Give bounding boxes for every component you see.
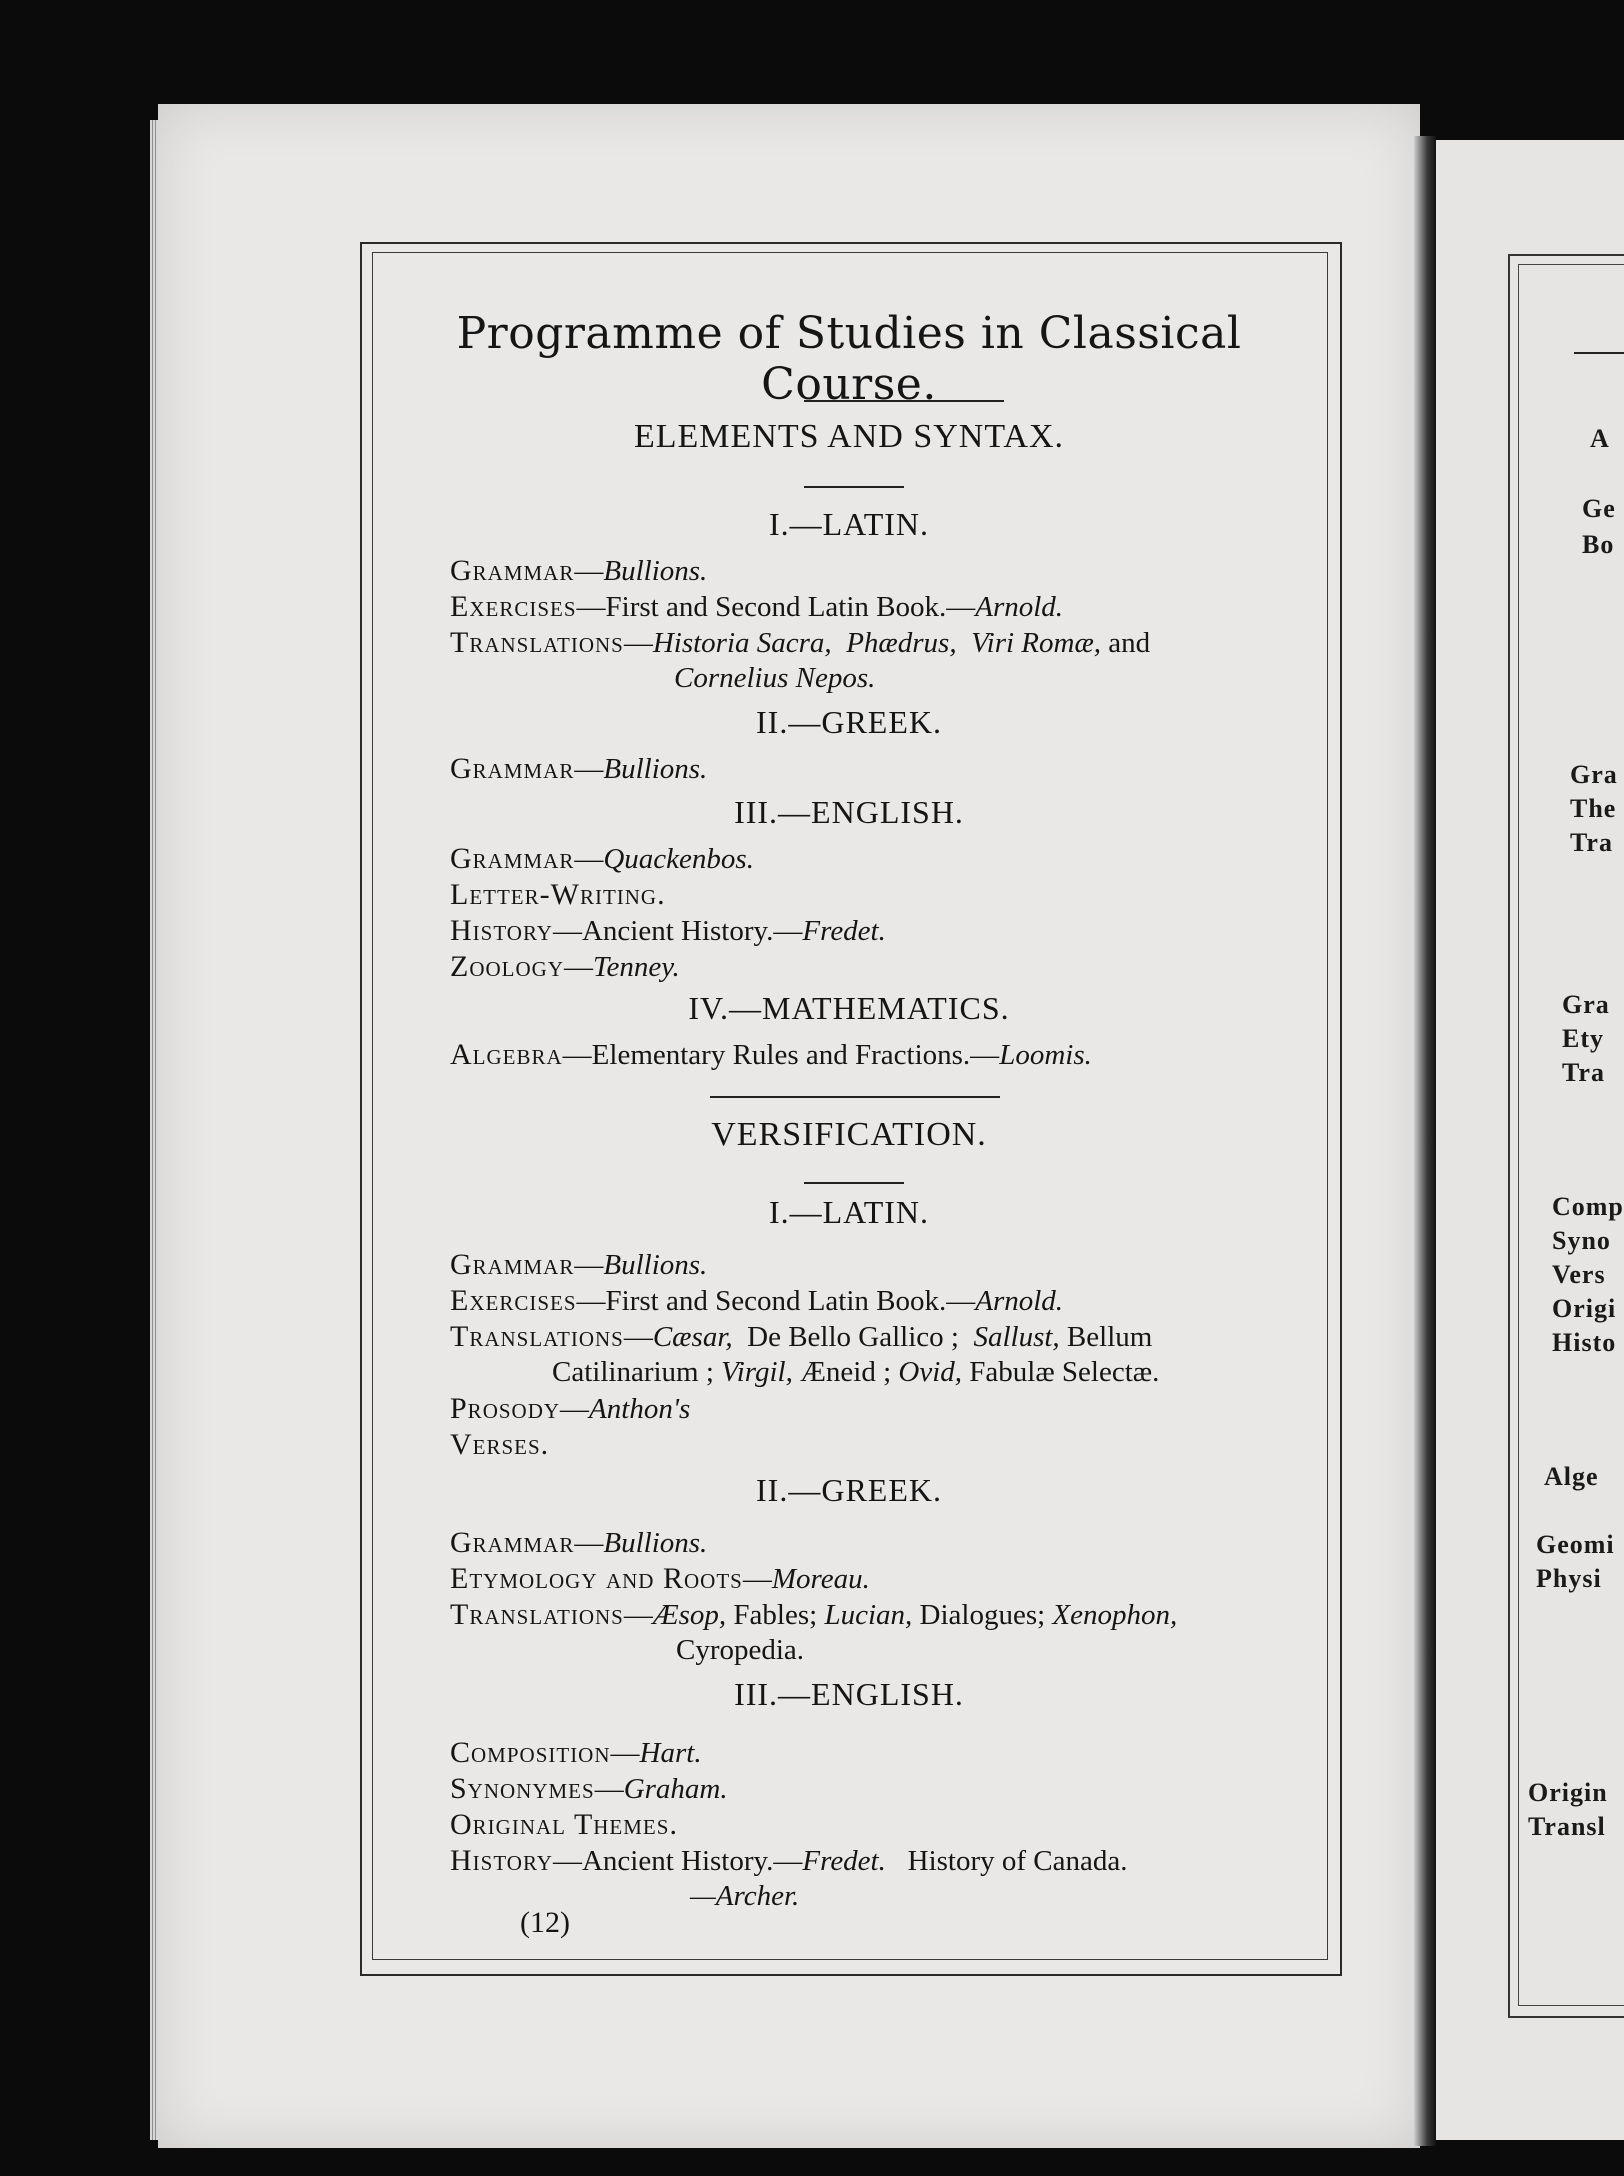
entry-letter-writing: Letter-Writing. — [450, 878, 666, 911]
right-fragment: A — [1590, 424, 1610, 453]
entry-history: History—Ancient History.—Fredet. History of Canada. — [450, 1844, 1128, 1877]
entry-translations-cont: Catilinarium ; Virgil, Æneid ; Ovid, Fabulæ Selectæ. — [552, 1356, 1160, 1388]
entry-translations-cont: Cyropedia. — [676, 1634, 805, 1666]
right-fragment: Origin — [1528, 1778, 1608, 1807]
subheading-english: III.—ENGLISH. — [734, 1676, 964, 1712]
entry-grammar: Grammar—Bullions. — [450, 1248, 708, 1281]
right-fragment: Gra — [1562, 990, 1610, 1019]
right-page-rule — [1574, 352, 1624, 354]
right-fragment: Comp — [1552, 1192, 1624, 1221]
entry-original-themes: Original Themes. — [450, 1808, 678, 1841]
entry-etymology: Etymology and Roots—Moreau. — [450, 1562, 870, 1595]
divider — [804, 400, 1004, 402]
right-fragment: Origi — [1552, 1294, 1617, 1323]
subheading-mathematics: IV.—MATHEMATICS. — [688, 990, 1010, 1026]
entry-grammar: Grammar—Bullions. — [450, 752, 708, 785]
divider — [804, 1182, 904, 1184]
entry-prosody: Prosody—Anthon's — [450, 1392, 691, 1425]
entry-synonymes: Synonymes—Graham. — [450, 1772, 728, 1805]
right-fragment: Tra — [1562, 1058, 1605, 1087]
section-heading-versification: VERSIFICATION. — [711, 1116, 987, 1153]
subheading-latin: I.—LATIN. — [768, 1194, 930, 1230]
entry-zoology: Zoology—Tenney. — [450, 950, 680, 983]
entry-translations: Translations—Historia Sacra, Phædrus, Viri Romæ, and — [450, 626, 1151, 659]
subheading-greek: II.—GREEK. — [756, 704, 942, 740]
divider — [804, 486, 904, 488]
right-fragment: Vers — [1552, 1260, 1606, 1289]
right-fragment: Tra — [1570, 828, 1613, 857]
entry-grammar: Grammar—Quackenbos. — [450, 842, 754, 875]
subheading-english: III.—ENGLISH. — [734, 794, 964, 830]
page-title: Programme of Studies in Classical Course. — [456, 308, 1242, 410]
right-fragment: Syno — [1552, 1226, 1611, 1255]
section-heading-elements: ELEMENTS AND SYNTAX. — [634, 418, 1064, 455]
entry-grammar: Grammar—Bullions. — [450, 1526, 708, 1559]
right-fragment: Geomi — [1536, 1530, 1615, 1559]
entry-composition: Composition—Hart. — [450, 1736, 702, 1769]
entry-exercises: Exercises—First and Second Latin Book.—Arnold. — [450, 1284, 1064, 1317]
entry-history-cont: —Archer. — [690, 1880, 800, 1912]
right-fragment: Ge — [1582, 494, 1616, 523]
right-fragment: The — [1570, 794, 1617, 823]
subheading-greek: II.—GREEK. — [756, 1472, 942, 1508]
book-gutter — [1414, 136, 1436, 2146]
right-fragment: Ety — [1562, 1024, 1604, 1053]
right-fragment: Bo — [1582, 530, 1615, 559]
entry-exercises: Exercises—First and Second Latin Book.—Arnold. — [450, 590, 1064, 623]
right-page-frame-inner — [1518, 264, 1624, 2006]
entry-verses: Verses. — [450, 1428, 550, 1461]
right-fragment: Physi — [1536, 1564, 1602, 1593]
page-number: (12) — [520, 1906, 570, 1939]
page-content — [376, 258, 1322, 1958]
entry-translations-cont: Cornelius Nepos. — [674, 662, 876, 694]
entry-translations: Translations—Æsop, Fables; Lucian, Dialogues; Xenophon, — [450, 1598, 1178, 1631]
right-fragment: Transl — [1528, 1812, 1606, 1841]
entry-history: History—Ancient History.—Fredet. — [450, 914, 886, 947]
divider — [710, 1096, 1000, 1098]
right-fragment: Alge — [1544, 1462, 1599, 1491]
right-fragment: Histo — [1552, 1328, 1617, 1357]
entry-translations: Translations—Cæsar, De Bello Gallico ; Sallust, Bellum — [450, 1320, 1153, 1353]
entry-grammar: Grammar—Bullions. — [450, 554, 708, 587]
entry-algebra: Algebra—Elementary Rules and Fractions.—Loomis. — [450, 1038, 1092, 1071]
right-fragment: Gra — [1570, 760, 1618, 789]
subheading-latin: I.—LATIN. — [768, 506, 930, 542]
